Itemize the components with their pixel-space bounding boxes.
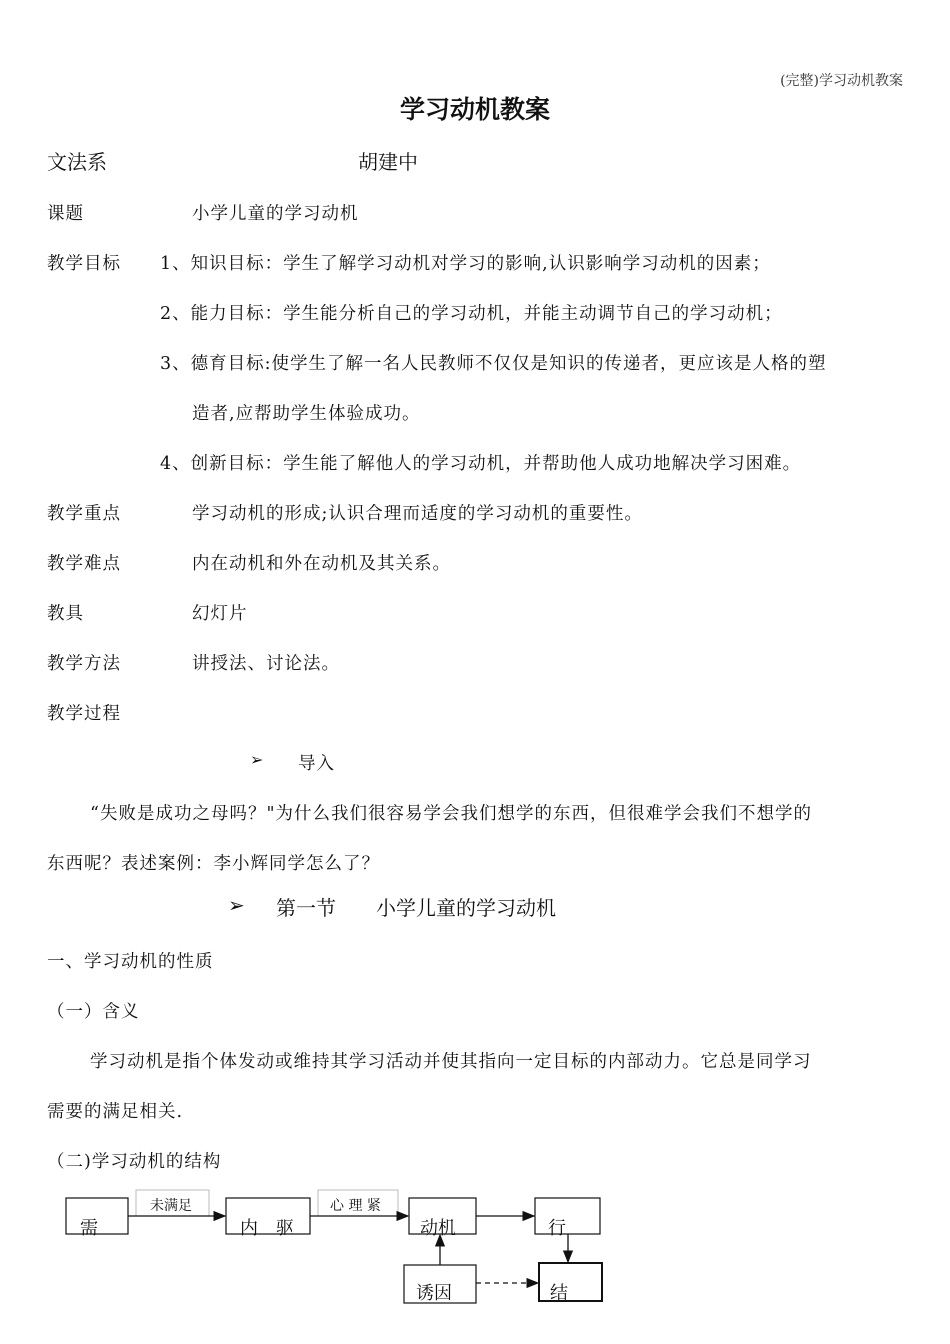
- section-title: 小学儿童的学习动机: [376, 896, 556, 920]
- process-label: 教学过程: [47, 704, 121, 724]
- subheading-meaning: （一）含义: [47, 1002, 140, 1022]
- document-title: 学习动机教案: [399, 95, 550, 124]
- box-result: [539, 1263, 602, 1301]
- definition-paragraph-line: 需要的满足相关.: [47, 1102, 184, 1122]
- key-point-label: 教学重点: [47, 504, 121, 524]
- methods-label: 教学方法: [47, 654, 121, 674]
- subheading-structure: （二)学习动机的结构: [47, 1152, 222, 1172]
- objectives-label: 教学目标: [47, 254, 121, 274]
- label-drive: 内 驱: [240, 1218, 294, 1239]
- tools-value: 幻灯片: [192, 604, 248, 624]
- objective-item: 2、能力目标：学生能分析自己的学习动机，并能主动调节自己的学习动机；: [160, 304, 783, 324]
- objective-item: 1、知识目标：学生了解学习动机对学习的影响,认识影响学习动机的因素；: [160, 254, 771, 274]
- definition-paragraph-line: 学习动机是指个体发动或维持其学习活动并使其指向一定目标的内部动力。它总是同学习: [90, 1052, 812, 1072]
- box-behavior: [535, 1198, 600, 1234]
- objective-item: 4、创新目标：学生能了解他人的学习动机，并帮助他人成功地解决学习困难。: [160, 454, 802, 474]
- difficulty-label: 教学难点: [47, 554, 121, 574]
- objective-item-continued: 造者,应帮助学生体验成功。: [192, 404, 421, 424]
- intro-label: 导入: [298, 754, 335, 774]
- label-result: 结: [550, 1283, 568, 1304]
- section-number: 第一节: [276, 896, 336, 920]
- label-need: 需: [80, 1218, 98, 1239]
- tools-label: 教具: [47, 604, 84, 624]
- objective-item: 3、德育目标:使学生了解一名人民教师不仅仅是知识的传递者，更应该是人格的塑: [160, 354, 827, 374]
- methods-value: 讲授法、讨论法。: [192, 654, 340, 674]
- author: 胡建中: [358, 150, 418, 174]
- intro-paragraph-line: “失败是成功之母吗？"为什么我们很容易学会我们想学的东西，但很难学会我们不想学的: [90, 804, 812, 824]
- difficulty-value: 内在动机和外在动机及其关系。: [192, 554, 451, 574]
- bullet-arrow-icon: ➢: [228, 893, 245, 917]
- key-point-value: 学习动机的形成;认识合理而适度的学习动机的重要性。: [192, 504, 643, 524]
- intro-paragraph-line: 东西呢？表述案例：李小辉同学怎么了？: [47, 854, 380, 874]
- running-header: (完整)学习动机教案: [780, 73, 903, 89]
- heading-nature: 一、学习动机的性质: [47, 952, 214, 972]
- department: 文法系: [47, 150, 107, 174]
- label-edge2: 心 理 紧: [330, 1198, 381, 1214]
- bullet-arrow-icon: ➢: [250, 750, 265, 769]
- label-motive: 动机: [420, 1218, 456, 1239]
- label-incentive: 诱因: [416, 1283, 452, 1304]
- label-behavior: 行: [548, 1218, 566, 1239]
- topic-value: 小学儿童的学习动机: [192, 204, 359, 224]
- label-edge1: 未满足: [150, 1198, 192, 1214]
- topic-label: 课题: [47, 204, 84, 224]
